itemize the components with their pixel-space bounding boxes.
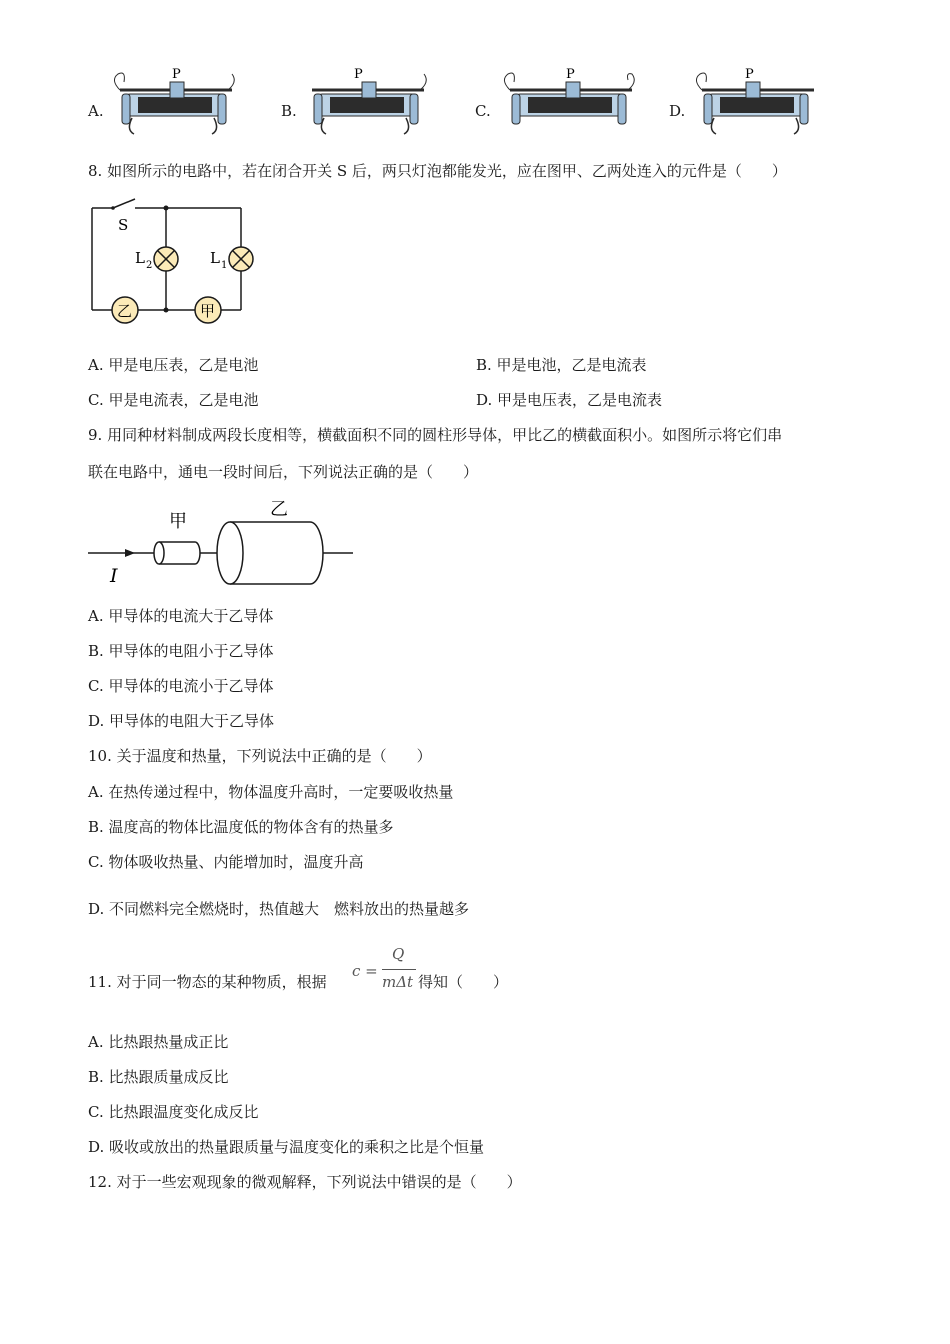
q8-circuit-diagram bbox=[85, 195, 275, 330]
rheostat-b-slider-label: P bbox=[354, 67, 363, 82]
q11-formula-numerator: Q bbox=[392, 945, 405, 963]
q7-option-c-label: C. bbox=[475, 102, 491, 120]
q11-stem-suffix: 得知（ ） bbox=[418, 973, 509, 991]
q8-lamp1-label: L bbox=[210, 249, 220, 267]
q11-option-c: C. 比热跟温度变化成反比 bbox=[88, 1103, 259, 1121]
q11-formula-bar bbox=[382, 969, 416, 970]
q7-option-b-label: B. bbox=[281, 102, 297, 120]
lamp-l1-icon bbox=[229, 247, 253, 271]
q9-option-d: D. 甲导体的电阻大于乙导体 bbox=[88, 712, 275, 730]
q10-stem: 10. 关于温度和热量，下列说法中正确的是（ ） bbox=[88, 747, 432, 765]
rheostat-a-slider-label: P bbox=[172, 67, 181, 82]
q11-formula bbox=[352, 945, 422, 1001]
q9-small-label: 甲 bbox=[169, 511, 187, 532]
rheostat-c-icon bbox=[498, 66, 640, 138]
q11-option-b: B. 比热跟质量成反比 bbox=[88, 1068, 229, 1086]
q7-option-d-label: D. bbox=[669, 102, 686, 120]
q10-option-b: B. 温度高的物体比温度低的物体含有的热量多 bbox=[88, 818, 394, 836]
q11-option-d: D. 吸收或放出的热量跟质量与温度变化的乘积之比是个恒量 bbox=[88, 1138, 485, 1156]
q9-option-b: B. 甲导体的电阻小于乙导体 bbox=[88, 642, 274, 660]
q11-stem-prefix: 11. 对于同一物态的某种物质，根据 bbox=[88, 973, 327, 991]
lamp-l2-icon bbox=[154, 247, 178, 271]
q10-option-c: C. 物体吸收热量、内能增加时，温度升高 bbox=[88, 853, 364, 871]
q8-meter-jia-label: 甲 bbox=[200, 302, 216, 320]
q10-option-a: A. 在热传递过程中，物体温度升高时，一定要吸收热量 bbox=[88, 783, 454, 801]
q9-conductor-diagram bbox=[85, 495, 360, 590]
q9-large-label: 乙 bbox=[270, 499, 288, 520]
q7-options bbox=[0, 60, 950, 140]
q8-option-a: A. 甲是电压表，乙是电池 bbox=[88, 356, 259, 374]
q8-switch-label: S bbox=[118, 216, 129, 234]
rheostat-c-slider-label: P bbox=[566, 67, 575, 82]
rheostat-b-icon bbox=[300, 66, 430, 138]
q8-meter-yi-label: 乙 bbox=[117, 302, 133, 320]
rheostat-a-icon bbox=[108, 66, 238, 138]
q11-option-a: A. 比热跟热量成正比 bbox=[88, 1033, 229, 1051]
q8-option-c: C. 甲是电流表，乙是电池 bbox=[88, 391, 259, 409]
q11-formula-denominator: mΔt bbox=[382, 973, 414, 991]
q8-lamp1-sub: 1 bbox=[221, 260, 228, 271]
q8-option-b: B. 甲是电池，乙是电流表 bbox=[476, 356, 647, 374]
q12-stem: 12. 对于一些宏观现象的微观解释，下列说法中错误的是（ ） bbox=[88, 1173, 522, 1191]
q10-option-d: D. 不同燃料完全燃烧时，热值越大 燃料放出的热量越多 bbox=[88, 900, 470, 918]
rheostat-d-slider-label: P bbox=[745, 67, 754, 82]
rheostat-d-icon bbox=[690, 66, 820, 138]
q9-stem-line2: 联在电路中，通电一段时间后，下列说法正确的是（ ） bbox=[88, 463, 479, 481]
q7-option-a-label: A. bbox=[88, 102, 104, 120]
q8-stem: 8. 如图所示的电路中，若在闭合开关 S 后，两只灯泡都能发光，应在图甲、乙两处连入的元件是（ ） bbox=[88, 162, 787, 180]
q9-option-a: A. 甲导体的电流大于乙导体 bbox=[88, 607, 274, 625]
q8-lamp2-sub: 2 bbox=[146, 260, 153, 271]
q8-lamp2-label: L bbox=[135, 249, 145, 267]
q9-stem-line1: 9. 用同种材料制成两段长度相等，横截面积不同的圆柱形导体，甲比乙的横截面积小。如图所示将它们串 bbox=[88, 426, 783, 444]
q9-option-c: C. 甲导体的电流小于乙导体 bbox=[88, 677, 274, 695]
current-arrow-icon bbox=[125, 549, 135, 557]
q9-current-label: I bbox=[110, 565, 118, 587]
q8-option-d: D. 甲是电压表，乙是电流表 bbox=[476, 391, 663, 409]
q11-formula-lhs: c = bbox=[352, 962, 378, 980]
